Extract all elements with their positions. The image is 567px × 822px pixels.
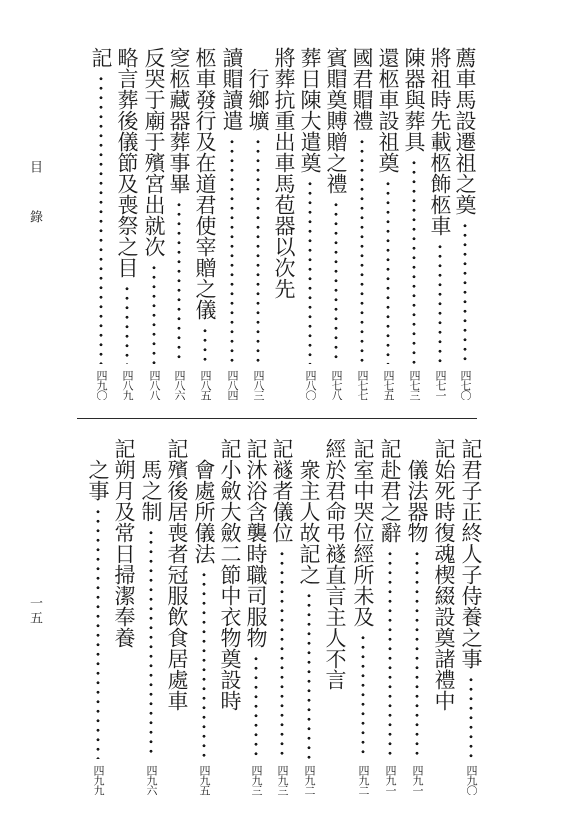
dot-leader: [191, 570, 217, 759]
toc-entry-title: 略言葬後儀節及喪祭之目: [115, 47, 139, 278]
toc-entry-title: 記室中哭位經所未及: [351, 438, 375, 627]
toc-entry-title: 薦車馬設遷祖之奠: [453, 47, 477, 215]
toc-entry: [269, 438, 295, 795]
toc-entry: [296, 459, 322, 795]
toc-entry-title: 經於君命弔襚直言主人不言: [323, 438, 347, 690]
toc-entry: [377, 438, 403, 795]
toc-entry: [297, 47, 323, 400]
dot-leader: [427, 242, 453, 364]
toc-entry-page: 四九二: [357, 765, 370, 795]
toc-entry-title: 葬日陳大遣奠: [298, 47, 322, 173]
toc-entry-page: 四七五: [382, 370, 395, 400]
toc-entry-page: 四九五: [198, 765, 211, 795]
toc-entry: [217, 438, 243, 795]
toc-entry-title: 衆主人故記之: [297, 459, 321, 585]
toc-entry: [164, 438, 190, 795]
dot-leader: [114, 284, 140, 364]
dot-leader: [141, 263, 167, 364]
toc-entry-title: 將祖時先載柩飾柩車: [428, 47, 452, 236]
toc-entry: [271, 47, 297, 400]
toc-entry: [458, 438, 484, 795]
dot-leader: [245, 137, 271, 364]
dot-leader: [349, 137, 375, 364]
toc-entry-page: 四九一: [411, 765, 424, 795]
toc-entry: [138, 459, 164, 795]
toc-entry: [219, 47, 245, 400]
toc-entry-page: 四九三: [276, 765, 289, 795]
toc-entry: [401, 47, 427, 400]
section-title: 目 錄: [27, 160, 42, 235]
dot-leader: [297, 179, 323, 364]
toc-entry-page: 四八〇: [304, 370, 317, 400]
toc-entry-title: 還柩車設祖奠: [376, 47, 400, 173]
dot-leader: [452, 221, 478, 364]
toc-entry: [349, 47, 375, 400]
dot-leader: [404, 549, 430, 759]
toc-entry: [85, 459, 111, 795]
toc-entry-page: 四九一: [384, 765, 397, 795]
toc-entry-title: 記襚者儀位: [270, 438, 294, 543]
toc-entry-title: 記小斂大斂二節中衣物奠設時: [218, 438, 242, 711]
toc-entry-page: 四七七: [356, 370, 369, 400]
toc-entry-title: 反哭于廟于殯宮出就次: [142, 47, 166, 257]
toc-entry: [191, 459, 217, 795]
toc-entry: [166, 47, 192, 400]
dot-leader: [375, 179, 401, 364]
toc-entry-title: 記殯後居喪者冠服飲食居處車: [165, 438, 189, 711]
toc-entry-title: 記朔月及常日掃潔奉養: [112, 438, 136, 648]
toc-entry-page: 四七〇: [459, 370, 472, 400]
toc-entry: [243, 438, 269, 795]
toc-entry-page: 四八三: [252, 370, 265, 400]
toc-entry: [141, 47, 167, 400]
toc-entry: [431, 438, 457, 795]
dot-leader: [323, 200, 349, 364]
toc-entry-title: 記沐浴含襲時職司服物: [244, 438, 268, 648]
toc-entry-page: 四八四: [226, 370, 239, 400]
toc-entry-title: 記赴君之辭: [378, 438, 402, 543]
dot-leader: [85, 507, 111, 759]
toc-entry-page: 四七一: [434, 370, 447, 400]
page-number: 一五: [27, 596, 42, 626]
dot-leader: [350, 633, 376, 759]
toc-entry: [427, 47, 453, 400]
toc-entry: [111, 438, 137, 795]
toc-entry-page: 四九九: [92, 765, 105, 795]
dot-leader: [219, 137, 245, 364]
toc-entry-title: 柩車發行及在道君使宰贈之儀: [193, 47, 217, 320]
toc-entry: [114, 47, 140, 400]
half-divider: [77, 418, 477, 419]
toc-entry-title: 賓賵奠賻贈之禮: [324, 47, 348, 194]
toc-entry-title: 讀賵讀遣: [220, 47, 244, 131]
toc-entry-title: 將葬抗重出車馬苞器以次先: [272, 47, 296, 299]
toc-entry-page: 四八八: [148, 370, 161, 400]
toc-entry-title: 記始死時復魂楔綴設奠諸禮中: [432, 438, 456, 711]
dot-leader: [401, 158, 427, 364]
dot-leader: [166, 200, 192, 364]
toc-entry-page: 四八九: [121, 370, 134, 400]
toc-entry-page: 四七八: [330, 370, 343, 400]
toc-entry-title: 會處所儀法: [192, 459, 216, 564]
toc-entry: [404, 459, 430, 795]
toc-entry: [323, 47, 349, 400]
dot-leader: [377, 549, 403, 759]
toc-entry: [375, 47, 401, 400]
dot-leader: [296, 591, 322, 759]
dot-leader: [88, 74, 114, 364]
dot-leader: [269, 549, 295, 759]
toc-entry-page: 四九〇: [465, 765, 478, 795]
toc-entry-page: 四九三: [250, 765, 263, 795]
toc-entry: [88, 47, 114, 400]
toc-entry: [452, 47, 478, 400]
toc-entry: [322, 438, 348, 795]
toc-entry-title: 記君子正終人子侍養之事: [459, 438, 483, 669]
toc-entry-title: 國君賵禮: [350, 47, 374, 131]
toc-entry-page: 四九〇: [95, 370, 108, 400]
dot-leader: [243, 654, 269, 759]
toc-entry-page: 四九六: [145, 765, 158, 795]
toc-entry: [192, 47, 218, 400]
toc-entry: [350, 438, 376, 795]
toc-entry-title: 窆柩藏器葬事畢: [167, 47, 191, 194]
toc-entry-title: 儀法器物: [405, 459, 429, 543]
toc-entry-title: 記: [89, 47, 113, 68]
dot-leader: [458, 675, 484, 759]
toc-entry-page: 四九二: [303, 765, 316, 795]
toc-entry-title: 陳器與葬具: [402, 47, 426, 152]
toc-entry: [245, 68, 271, 400]
dot-leader: [192, 326, 218, 364]
toc-entry-page: 四七三: [408, 370, 421, 400]
toc-entry-page: 四八五: [199, 370, 212, 400]
toc-entry-title: 之事: [86, 459, 110, 501]
toc-entry-title: 行鄉壙: [246, 68, 270, 131]
toc-entry-title: 馬之制: [139, 459, 163, 522]
toc-entry-page: 四八六: [173, 370, 186, 400]
dot-leader: [138, 528, 164, 759]
